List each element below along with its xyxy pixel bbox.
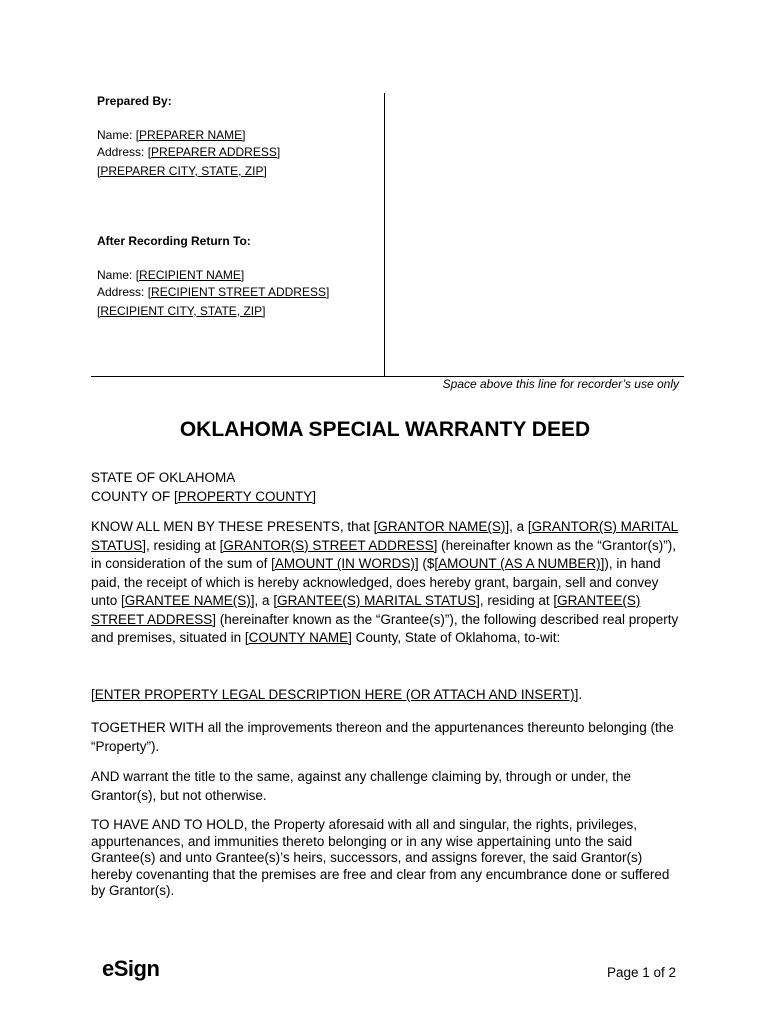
recipient-name-line	[97, 267, 381, 284]
amount-number-field: [AMOUNT (AS A NUMBER)]	[434, 556, 605, 571]
prepared-by-heading: Prepared By:	[97, 94, 172, 108]
recorder-note: Space above this line for recorder’s use only	[442, 377, 679, 391]
grantee-name-field: [GRANTEE NAME(S)]	[121, 593, 255, 608]
conveyance-text: , residing at	[146, 537, 220, 553]
legal-description-end: .	[578, 687, 583, 702]
preparer-name-label: Name:	[97, 128, 136, 142]
grantor-name-field: [GRANTOR NAME(S)]	[373, 519, 510, 534]
together-with-paragraph: TOGETHER WITH all the improvements thereon and the appurtenances thereunto belonging (the “Property”).	[91, 720, 674, 754]
preparer-address-line	[97, 144, 381, 161]
conveyance-text: (hereinafter known as the “Grantor(s)”), in consideration of the sum of	[91, 537, 676, 571]
conveyance-paragraph	[91, 518, 681, 648]
warrant-paragraph: AND warrant the title to the same, against any challenge claiming by, through or under, the Grantor(s), but not otherwise.	[91, 769, 632, 803]
recorder-area-vertical-divider	[384, 93, 385, 376]
preparer-name-line	[97, 127, 381, 144]
grantee-address-field: [GRANTEE(S) STREET ADDRESS]	[91, 593, 641, 627]
county-line	[91, 488, 681, 507]
state-line: STATE OF OKLAHOMA	[91, 470, 236, 485]
conveyance-text: , a	[509, 519, 528, 534]
preparer-address-field: [PREPARER ADDRESS]	[147, 145, 281, 159]
preparer-address-label: Address:	[97, 145, 148, 159]
legal-description-field: [ENTER PROPERTY LEGAL DESCRIPTION HERE (OR ATTACH AND INSERT)]	[91, 687, 579, 702]
esign-logo: eSign	[102, 956, 160, 981]
recipient-address-field: [RECIPIENT STREET ADDRESS]	[147, 285, 330, 299]
preparer-city-line	[97, 163, 381, 180]
return-to-block	[97, 233, 381, 320]
prepared-by-block	[97, 93, 381, 180]
amount-words-field: [AMOUNT (IN WORDS)]	[271, 556, 419, 571]
document-title: OKLAHOMA SPECIAL WARRANTY DEED	[179, 418, 591, 441]
preparer-city-field: [PREPARER CITY, STATE, ZIP]	[97, 164, 267, 178]
recipient-city-line	[97, 303, 381, 320]
grantor-address-field: [GRANTOR(S) STREET ADDRESS]	[219, 537, 438, 553]
legal-description-paragraph	[91, 686, 681, 705]
conveyance-text: , a	[254, 593, 274, 608]
recipient-name-label: Name:	[97, 268, 136, 282]
grantor-marital-status-field: [GRANTOR(S) MARITAL STATUS]	[91, 519, 679, 553]
return-to-heading: After Recording Return To:	[97, 234, 251, 248]
page-number: Page 1 of 2	[606, 965, 676, 980]
county-field: [PROPERTY COUNTY]	[174, 488, 317, 504]
grantee-marital-status-field: [GRANTEE(S) MARITAL STATUS]	[273, 593, 480, 608]
recipient-city-field: [RECIPIENT CITY, STATE, ZIP]	[97, 304, 266, 318]
recipient-address-label: Address:	[97, 285, 148, 299]
recipient-name-field: [RECIPIENT NAME]	[135, 268, 245, 282]
conveyance-text: , residing at	[479, 593, 554, 608]
conveyance-text: KNOW ALL MEN BY THESE PRESENTS, that	[91, 519, 374, 534]
recipient-address-line	[97, 284, 381, 301]
conveyance-text: County, State of Oklahoma, to-wit:	[351, 630, 561, 645]
conveyance-text: ($	[418, 556, 435, 571]
county-name-field: [COUNTY NAME]	[244, 630, 352, 645]
county-label: COUNTY OF	[91, 488, 175, 504]
conveyance-text: ), in hand paid, the receipt of which is hereby acknowledged, does hereby grant, bargain, sell and convey unto	[91, 556, 661, 608]
venue-block	[91, 469, 681, 506]
preparer-name-field: [PREPARER NAME]	[135, 128, 246, 142]
conveyance-text: (hereinafter known as the “Grantee(s)”), the following described real property and premises, situated in	[91, 611, 679, 645]
habendum-paragraph: TO HAVE AND TO HOLD, the Property aforesaid with all and singular, the rights, privileges, appurtenances, and immunities thereto belonging or in any wise appertaining unto the said Grantee(s) and unto Grantee(s)’s heirs, successors, and assigns forever, the said Grantor(s) hereby covenanting that the premises are free and clear from any encumbrance done or suffered by Grantor(s).	[91, 817, 670, 898]
